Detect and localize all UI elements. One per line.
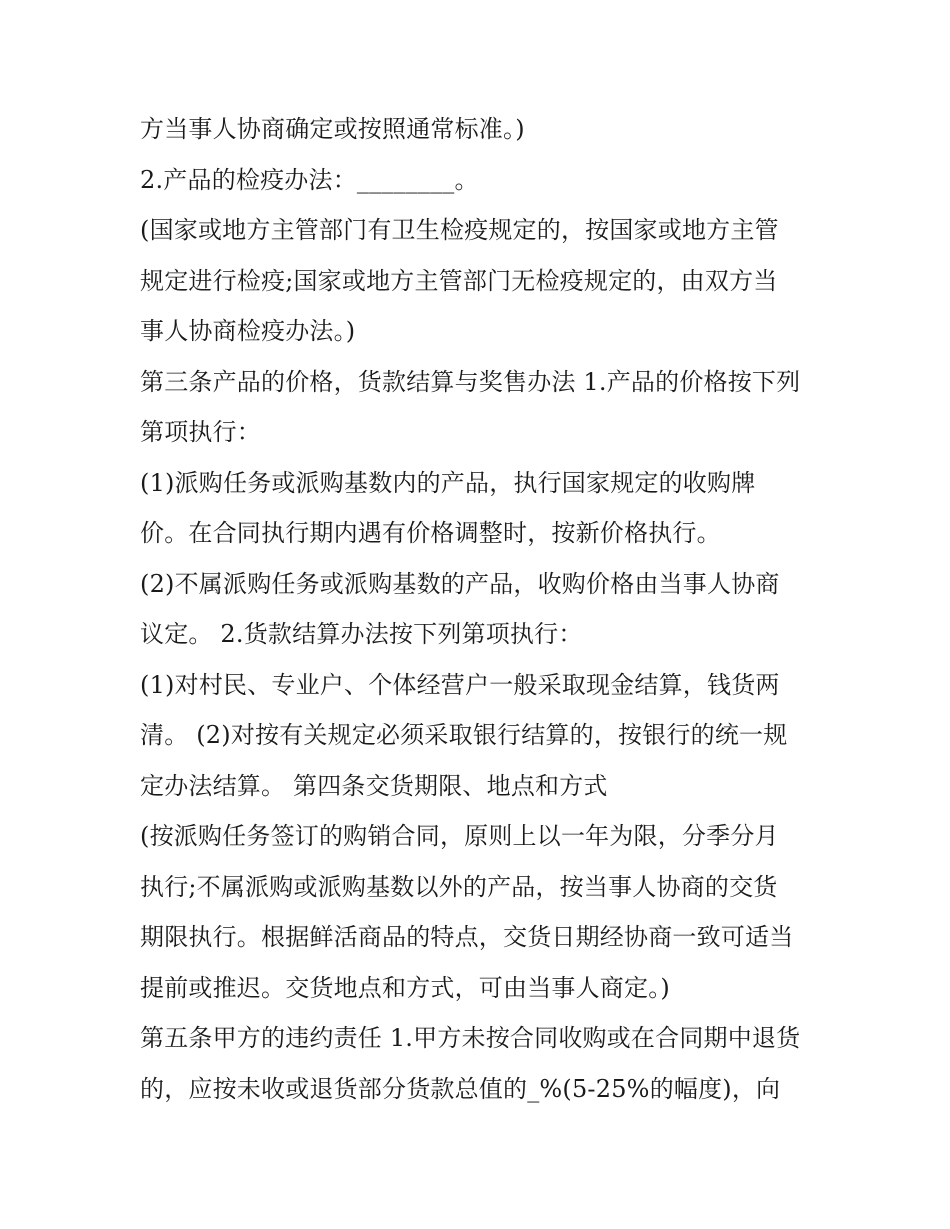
- text-line: 规定进行检疫;国家或地方主管部门无检疫规定的，由双方当: [140, 266, 778, 295]
- text-line: (1)对村民、专业户、个体经营户一般采取现金结算，钱货两: [140, 670, 780, 699]
- text-line: 议定。 2.货款结算办法按下列第项执行：: [140, 620, 583, 648]
- text-line: 第三条产品的价格，货款结算与奖售办法 1.产品的价格按下列: [140, 367, 801, 396]
- text-line: 的，应按未收或退货部分货款总值的_%(5-25%的幅度)，向: [140, 1074, 781, 1103]
- text-line: (2)不属派购任务或派购基数的产品，收购价格由当事人协商: [140, 569, 780, 598]
- text-line: 事人协商检疫办法。): [140, 317, 356, 345]
- document-body: [140, 104, 820, 1114]
- text-line: 执行;不属派购或派购基数以外的产品，按当事人协商的交货: [140, 872, 778, 901]
- text-line: (国家或地方主管部门有卫生检疫规定的，按国家或地方主管: [140, 216, 779, 244]
- text-line: 清。 (2)对按有关规定必须采取银行结算的，按银行的统一规: [140, 721, 788, 749]
- text-line: 第五条甲方的违约责任 1.甲方未按合同收购或在合同期中退货: [140, 1024, 801, 1052]
- text-line: 价。在合同执行期内遇有价格调整时，按新价格执行。: [140, 519, 721, 547]
- text-line: 方当事人协商确定或按照通常标准。): [140, 115, 525, 143]
- text-line: 期限执行。根据鲜活商品的特点，交货日期经协商一致可适当: [140, 923, 794, 951]
- text-line: 提前或推迟。交货地点和方式，可由当事人商定。): [140, 973, 670, 1002]
- text-line: 第项执行：: [140, 418, 261, 446]
- text-line: (按派购任务签订的购销合同，原则上以一年为限，分季分月: [140, 822, 779, 850]
- text-line: 定办法结算。 第四条交货期限、地点和方式: [140, 771, 608, 800]
- text-line: (1)派购任务或派购基数内的产品，执行国家规定的收购牌: [140, 468, 756, 497]
- text-line: 2.产品的检疫办法：________。: [140, 165, 479, 194]
